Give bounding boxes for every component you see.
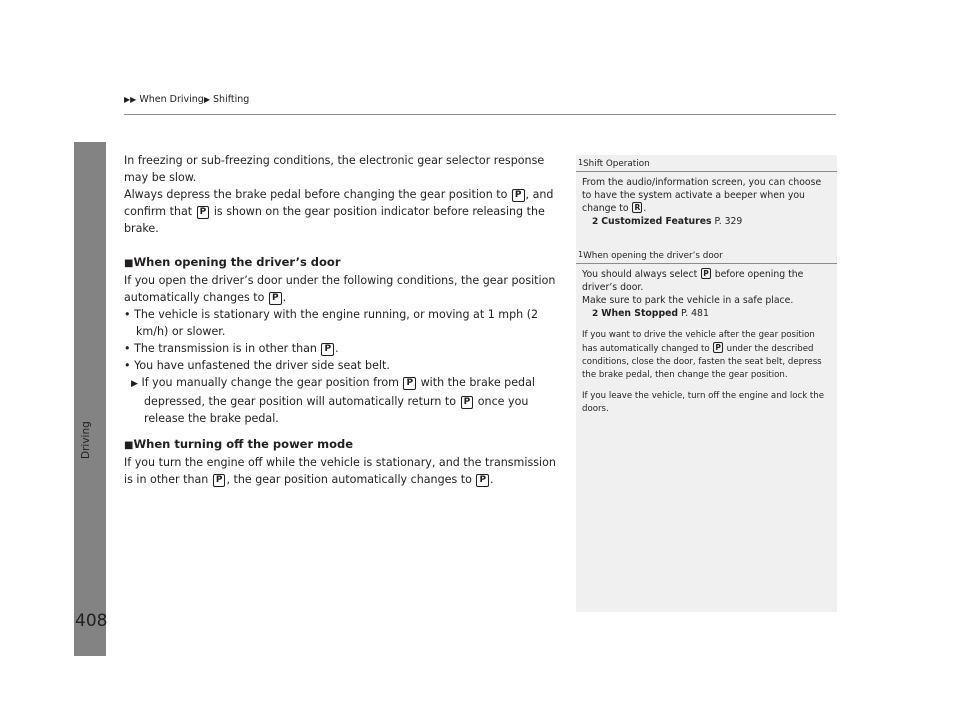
page-number: 408 <box>75 611 108 631</box>
gear-p-key-icon: P <box>403 377 416 390</box>
gear-p-key-icon: P <box>715 343 721 352</box>
section-heading-door: ■When opening the driver’s door <box>124 255 341 269</box>
gear-p-key-icon: P <box>461 396 474 409</box>
gear-p-key-icon: P <box>703 269 709 278</box>
main-content <box>124 152 564 488</box>
gear-r-key-icon: R <box>634 203 641 212</box>
sidebar-notes <box>576 155 837 612</box>
square-bullet-icon: ■ <box>124 440 134 451</box>
gear-p-key-icon: P <box>512 189 525 202</box>
note-box-title: Shift Operation <box>583 159 650 169</box>
section-power-text: If you turn the engine off while the vehicle is stationary, and the transmission is in other than P , the gear position automatically changes to P . <box>124 456 556 486</box>
list-item: • The vehicle is stationary with the engine running, or moving at 1 mph (2 km/h) or slower. <box>124 308 539 338</box>
gear-p-key-icon: P <box>476 474 489 487</box>
list-item: • The transmission is in other than P . <box>124 342 339 355</box>
breadcrumb-subsection[interactable]: Shifting <box>213 94 250 105</box>
reference-arrow-icon: 2 <box>592 217 599 227</box>
breadcrumb-section[interactable]: When Driving <box>139 94 204 105</box>
gear-p-key-icon: P <box>213 474 226 487</box>
bullet-icon: • <box>124 308 131 321</box>
section-heading-power: ■When turning off the power mode <box>124 437 354 451</box>
chapter-tab-gap <box>74 65 106 142</box>
gear-p-key-icon: P <box>269 292 282 305</box>
gear-p-key-icon: P <box>321 343 334 356</box>
cross-reference-link[interactable]: 2 When Stopped P. 481 <box>592 308 709 319</box>
intro-paragraph-2: Always depress the brake pedal before changing the gear position to P , and confirm that P is shown on the gear position indicator before releasing the brake. <box>124 188 554 235</box>
bullet-icon: • <box>124 342 131 355</box>
breadcrumb <box>124 94 249 105</box>
chapter-tab-label[interactable]: Driving <box>80 421 92 459</box>
breadcrumb-arrow-icon: ▶ <box>203 95 210 104</box>
bullet-icon: • <box>124 359 131 372</box>
note-paragraph: ▶ If you manually change the gear position from P with the brake pedal depressed, the gear position will automatically return to P once you release the brake pedal. <box>131 376 535 425</box>
square-bullet-icon: ■ <box>124 258 134 269</box>
note-mark-icon: 1 <box>578 250 584 259</box>
breadcrumb-arrow-icon: ▶ <box>124 95 131 104</box>
note-box-title: When opening the driver’s door <box>583 251 723 261</box>
arrow-right-icon: ▶ <box>131 379 138 389</box>
header-divider <box>124 114 836 115</box>
section-door-text: If you open the driver’s door under the following conditions, the gear position automatically changes to P . <box>124 274 556 304</box>
note-box-shift-operation: 1Shift Operation From the audio/information screen, you can choose to have the system activate a beeper when you change to R . 2 Customized Features P. 329 <box>576 157 837 229</box>
note-box-divider <box>576 263 837 264</box>
chapter-tab <box>74 65 106 656</box>
gear-p-key-icon: P <box>197 206 210 219</box>
breadcrumb-arrow-icon: ▶ <box>130 95 137 104</box>
cross-reference-link[interactable]: 2 Customized Features P. 329 <box>592 216 743 227</box>
note-box-drivers-door: 1When opening the driver’s door You should always select P before opening the driver’s door. Make sure to park the vehicle in a safe place. 2 When Stopped P. 481 If you want to drive the vehicle after the gear position has automatically changed to P under the described conditions, close the door, fasten the seat belt, depress the brake pedal, then change the gear position. If you leave the vehicle, turn off the engine and lock the doors. <box>576 249 837 416</box>
note-mark-icon: 1 <box>578 158 584 167</box>
note-box-divider <box>576 171 837 172</box>
intro-paragraph-1: In freezing or sub-freezing conditions, the electronic gear selector response may be slow. <box>124 154 545 184</box>
list-item: • You have unfastened the driver side seat belt. <box>124 359 390 372</box>
reference-arrow-icon: 2 <box>592 309 599 319</box>
